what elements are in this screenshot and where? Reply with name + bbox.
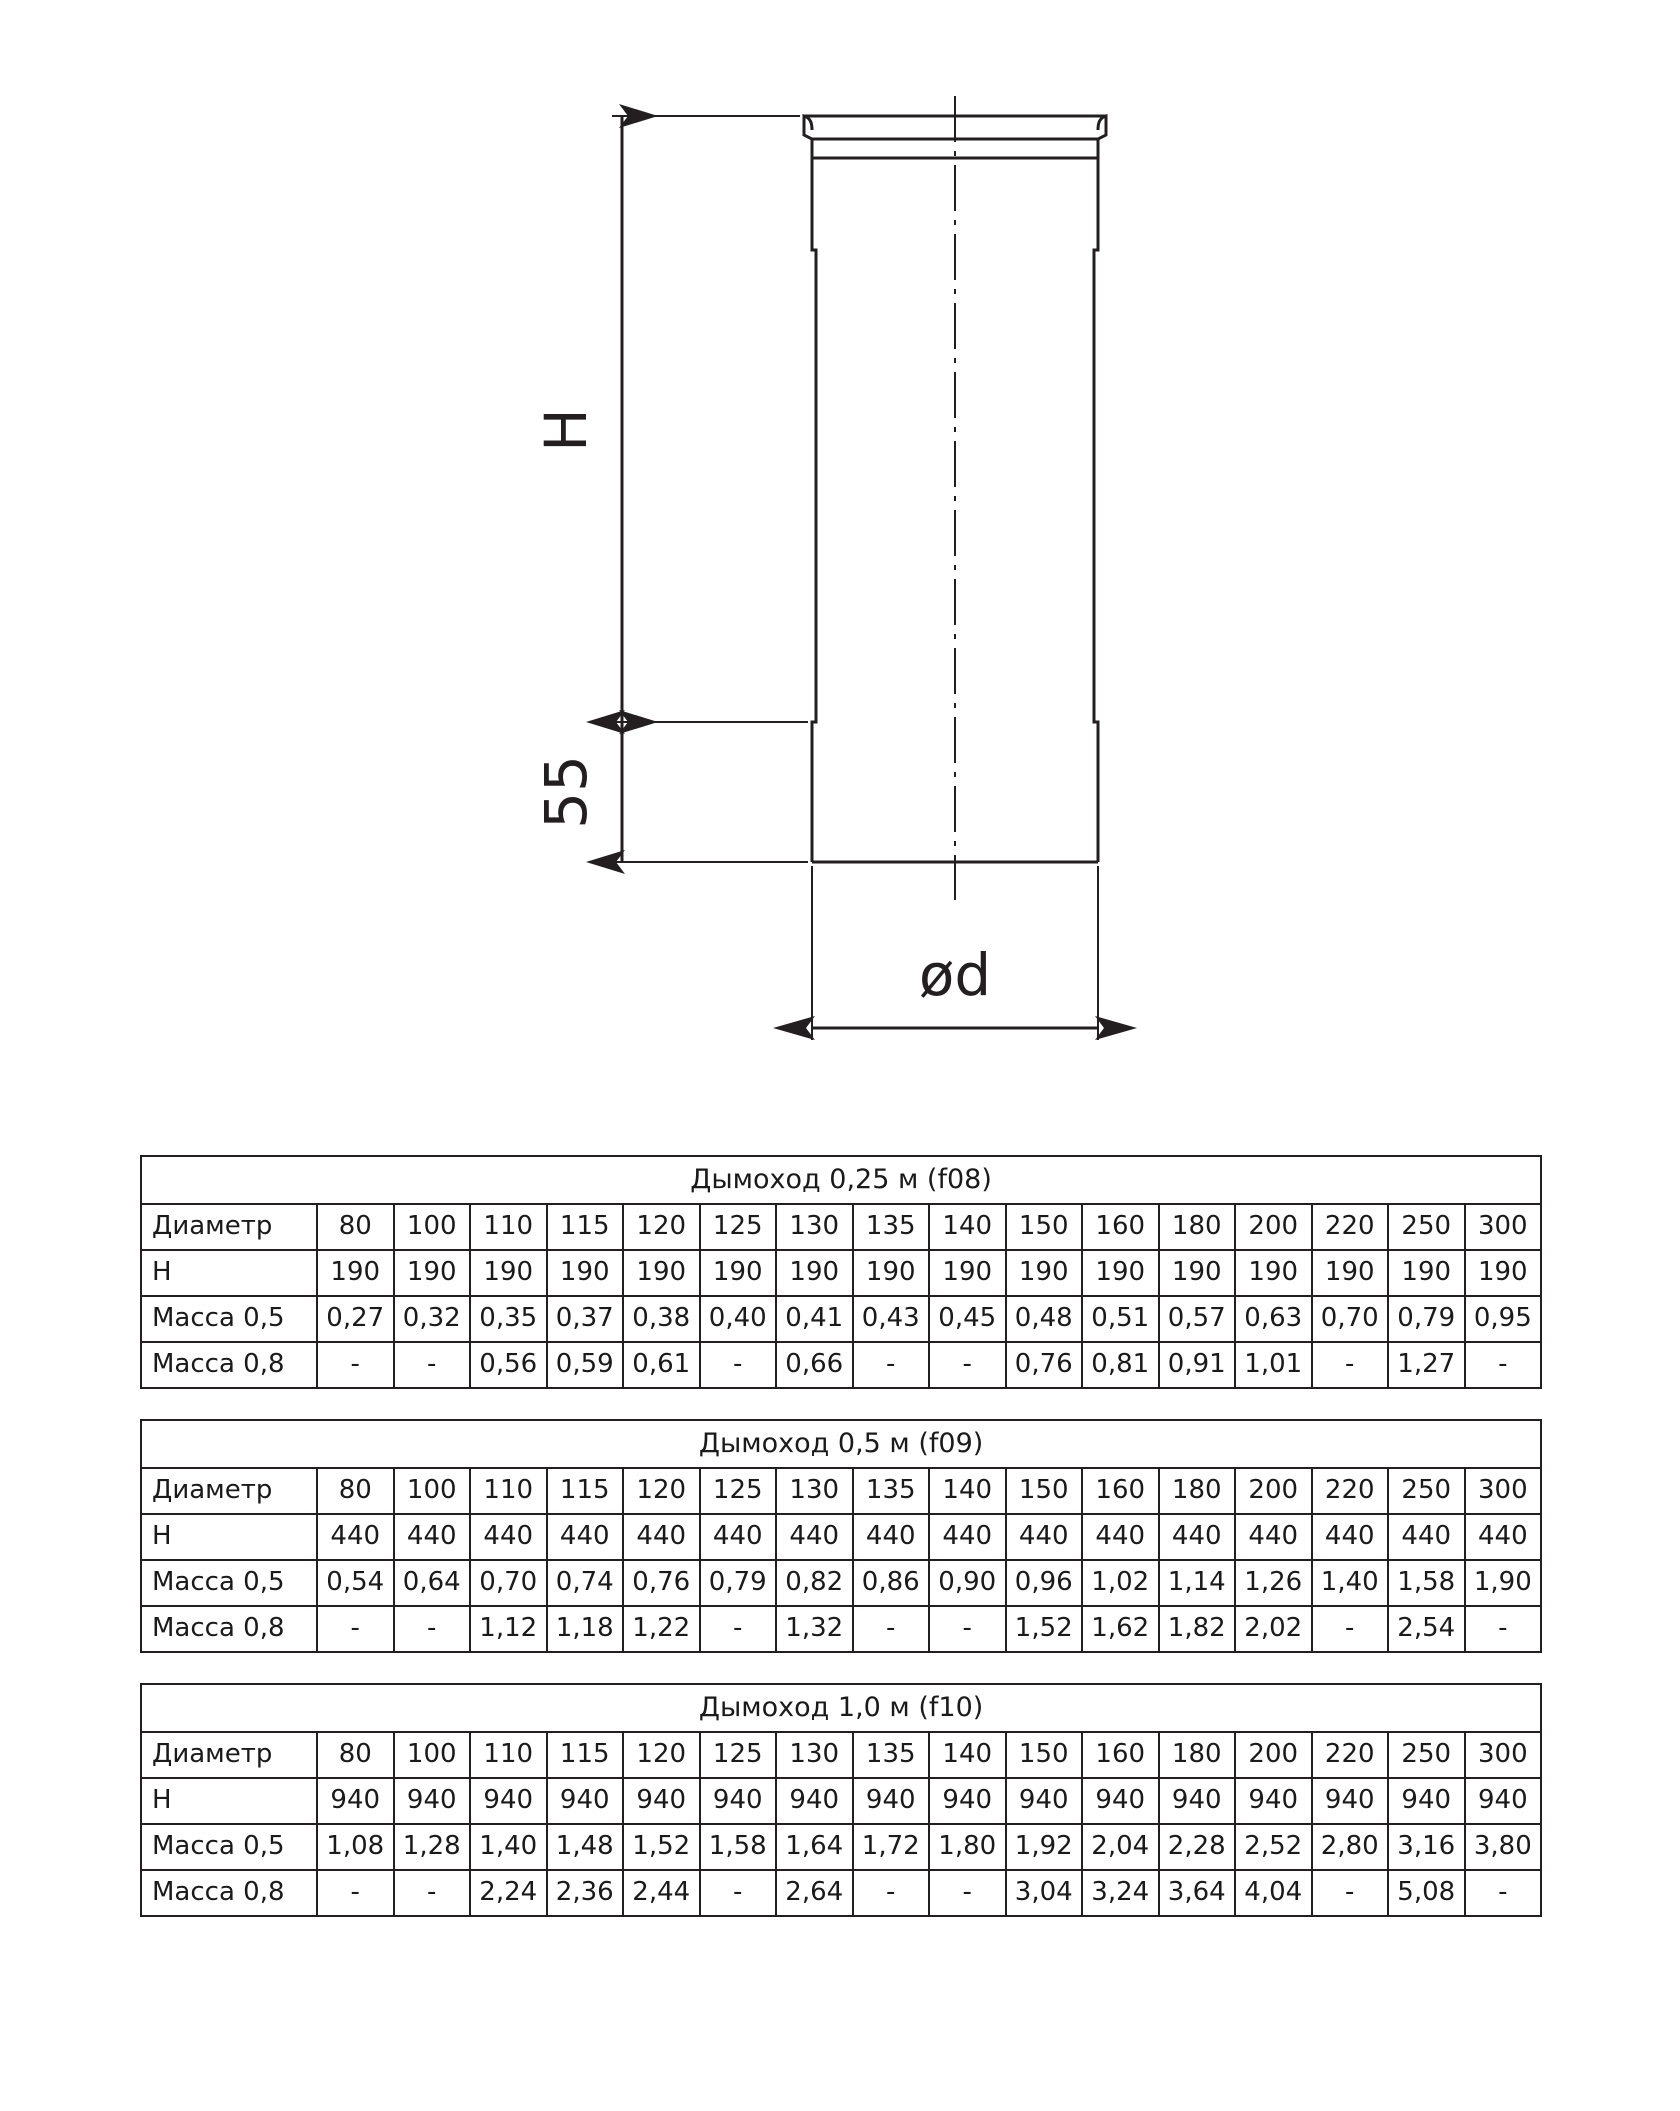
cell: 110 <box>470 1204 547 1250</box>
cell: 190 <box>853 1250 930 1296</box>
cell: 220 <box>1312 1468 1389 1514</box>
table-title-row <box>141 1684 1541 1732</box>
spec-table-1 <box>140 1419 1542 1653</box>
cell: 440 <box>1312 1514 1389 1560</box>
cell: 2,04 <box>1082 1824 1159 1870</box>
cell: 1,32 <box>776 1606 853 1652</box>
cell: - <box>317 1342 394 1388</box>
cell: 940 <box>853 1778 930 1824</box>
cell: 440 <box>1235 1514 1312 1560</box>
cell: 0,54 <box>317 1560 394 1606</box>
cell: 190 <box>1006 1250 1083 1296</box>
cell: 1,14 <box>1159 1560 1236 1606</box>
cell: 190 <box>776 1250 853 1296</box>
table-title-row <box>141 1156 1541 1204</box>
cell: 140 <box>929 1204 1006 1250</box>
cell: 0,76 <box>1006 1342 1083 1388</box>
cell: 440 <box>547 1514 624 1560</box>
cell: 0,79 <box>1388 1296 1465 1342</box>
cell: 220 <box>1312 1732 1389 1778</box>
cell: 440 <box>1388 1514 1465 1560</box>
cell: - <box>929 1870 1006 1916</box>
cell: 200 <box>1235 1204 1312 1250</box>
cell: 940 <box>1312 1778 1389 1824</box>
table-row <box>141 1204 1541 1250</box>
cell: 135 <box>853 1732 930 1778</box>
cell: 0,86 <box>853 1560 930 1606</box>
cell: 120 <box>623 1204 700 1250</box>
cell: 190 <box>547 1250 624 1296</box>
cell: - <box>1465 1342 1542 1388</box>
table-row <box>141 1468 1541 1514</box>
cell: 80 <box>317 1468 394 1514</box>
cell: 130 <box>776 1468 853 1514</box>
cell: 1,28 <box>394 1824 471 1870</box>
row-label: H <box>141 1778 317 1824</box>
table-row <box>141 1250 1541 1296</box>
cell: 0,43 <box>853 1296 930 1342</box>
cell: 1,01 <box>1235 1342 1312 1388</box>
cell: 190 <box>929 1250 1006 1296</box>
cell: 250 <box>1388 1204 1465 1250</box>
cell: 940 <box>1006 1778 1083 1824</box>
cell: 440 <box>1159 1514 1236 1560</box>
extension-lines <box>612 116 1098 1040</box>
cell: 160 <box>1082 1468 1159 1514</box>
cell: 940 <box>317 1778 394 1824</box>
cell: 190 <box>1082 1250 1159 1296</box>
cell: 190 <box>623 1250 700 1296</box>
cell: 0,95 <box>1465 1296 1542 1342</box>
dimension-label-diameter: ød <box>918 941 992 1009</box>
cell: 3,24 <box>1082 1870 1159 1916</box>
row-label: Масса 0,5 <box>141 1296 317 1342</box>
row-label: Масса 0,8 <box>141 1606 317 1652</box>
cell: 220 <box>1312 1204 1389 1250</box>
table-row <box>141 1870 1541 1916</box>
cell: 440 <box>700 1514 777 1560</box>
row-label: Масса 0,8 <box>141 1870 317 1916</box>
cell: - <box>853 1606 930 1652</box>
cell: 4,04 <box>1235 1870 1312 1916</box>
cell: 300 <box>1465 1204 1542 1250</box>
cell: 110 <box>470 1732 547 1778</box>
cell: 135 <box>853 1468 930 1514</box>
cell: 3,16 <box>1388 1824 1465 1870</box>
cell: 2,64 <box>776 1870 853 1916</box>
cell: 190 <box>700 1250 777 1296</box>
cell: - <box>929 1342 1006 1388</box>
cell: 440 <box>317 1514 394 1560</box>
cell: - <box>317 1606 394 1652</box>
cell: 1,18 <box>547 1606 624 1652</box>
cell: 1,52 <box>1006 1606 1083 1652</box>
cell: 1,22 <box>623 1606 700 1652</box>
cell: 130 <box>776 1204 853 1250</box>
cell: 100 <box>394 1732 471 1778</box>
cell: 0,79 <box>700 1560 777 1606</box>
cell: 0,37 <box>547 1296 624 1342</box>
cell: 1,90 <box>1465 1560 1542 1606</box>
cell: 140 <box>929 1732 1006 1778</box>
table-row <box>141 1778 1541 1824</box>
cell: 1,80 <box>929 1824 1006 1870</box>
cell: 0,70 <box>1312 1296 1389 1342</box>
cell: 940 <box>1235 1778 1312 1824</box>
cell: 0,38 <box>623 1296 700 1342</box>
cell: 125 <box>700 1468 777 1514</box>
cell: 100 <box>394 1204 471 1250</box>
cell: 440 <box>853 1514 930 1560</box>
cell: 0,45 <box>929 1296 1006 1342</box>
cell: 1,02 <box>1082 1560 1159 1606</box>
cell: - <box>1465 1606 1542 1652</box>
cell: 130 <box>776 1732 853 1778</box>
cell: 1,52 <box>623 1824 700 1870</box>
cell: 125 <box>700 1732 777 1778</box>
table-title: Дымоход 0,5 м (f09) <box>141 1420 1541 1468</box>
cell: 190 <box>1312 1250 1389 1296</box>
cell: 940 <box>623 1778 700 1824</box>
cell: - <box>929 1606 1006 1652</box>
cell: 0,32 <box>394 1296 471 1342</box>
cell: 0,66 <box>776 1342 853 1388</box>
table-row <box>141 1342 1541 1388</box>
cell: 1,62 <box>1082 1606 1159 1652</box>
cell: 115 <box>547 1732 624 1778</box>
cell: - <box>317 1870 394 1916</box>
cell: - <box>1312 1606 1389 1652</box>
cell: 0,35 <box>470 1296 547 1342</box>
cell: 80 <box>317 1732 394 1778</box>
cell: 2,02 <box>1235 1606 1312 1652</box>
cell: 440 <box>776 1514 853 1560</box>
cell: 3,80 <box>1465 1824 1542 1870</box>
cell: 0,81 <box>1082 1342 1159 1388</box>
cell: - <box>394 1870 471 1916</box>
cell: 0,59 <box>547 1342 624 1388</box>
cell: 440 <box>394 1514 471 1560</box>
table-title: Дымоход 0,25 м (f08) <box>141 1156 1541 1204</box>
spec-table-block-2 <box>140 1683 1540 1917</box>
cell: 250 <box>1388 1732 1465 1778</box>
cell: 1,48 <box>547 1824 624 1870</box>
row-label: Диаметр <box>141 1204 317 1250</box>
cell: 1,64 <box>776 1824 853 1870</box>
cell: 940 <box>1465 1778 1542 1824</box>
cell: 440 <box>1082 1514 1159 1560</box>
table-row <box>141 1296 1541 1342</box>
cell: 940 <box>929 1778 1006 1824</box>
cell: 3,04 <box>1006 1870 1083 1916</box>
cell: 0,61 <box>623 1342 700 1388</box>
row-label: Диаметр <box>141 1732 317 1778</box>
spec-table-2 <box>140 1683 1542 1917</box>
cell: 190 <box>394 1250 471 1296</box>
cell: 0,82 <box>776 1560 853 1606</box>
spec-table-0 <box>140 1155 1542 1389</box>
cell: 0,90 <box>929 1560 1006 1606</box>
cell: - <box>853 1342 930 1388</box>
cell: 150 <box>1006 1468 1083 1514</box>
table-title-row <box>141 1420 1541 1468</box>
cell: 440 <box>623 1514 700 1560</box>
table-row <box>141 1514 1541 1560</box>
cell: 940 <box>470 1778 547 1824</box>
cell: - <box>700 1870 777 1916</box>
cell: 940 <box>1082 1778 1159 1824</box>
cell: 300 <box>1465 1732 1542 1778</box>
row-label: Масса 0,8 <box>141 1342 317 1388</box>
cell: 0,74 <box>547 1560 624 1606</box>
cell: 440 <box>470 1514 547 1560</box>
row-label: H <box>141 1250 317 1296</box>
cell: - <box>1465 1870 1542 1916</box>
cell: 200 <box>1235 1468 1312 1514</box>
cell: 190 <box>470 1250 547 1296</box>
cell: - <box>700 1606 777 1652</box>
cell: 1,92 <box>1006 1824 1083 1870</box>
cell: - <box>394 1342 471 1388</box>
cell: 1,82 <box>1159 1606 1236 1652</box>
cell: 300 <box>1465 1468 1542 1514</box>
cell: 0,27 <box>317 1296 394 1342</box>
cell: 110 <box>470 1468 547 1514</box>
spec-table-block-1 <box>140 1419 1540 1653</box>
dimension-label-h: H <box>532 408 600 452</box>
cell: 940 <box>700 1778 777 1824</box>
cell: 180 <box>1159 1732 1236 1778</box>
cell: 150 <box>1006 1732 1083 1778</box>
cell: 160 <box>1082 1204 1159 1250</box>
table-row <box>141 1732 1541 1778</box>
table-row <box>141 1824 1541 1870</box>
cell: 1,12 <box>470 1606 547 1652</box>
spec-table-block-0 <box>140 1155 1540 1389</box>
cell: 2,24 <box>470 1870 547 1916</box>
cell: 140 <box>929 1468 1006 1514</box>
cell: 0,91 <box>1159 1342 1236 1388</box>
cell: 940 <box>547 1778 624 1824</box>
cell: 120 <box>623 1732 700 1778</box>
row-label: Масса 0,5 <box>141 1824 317 1870</box>
dimension-label-55: 55 <box>532 755 600 829</box>
cell: 2,36 <box>547 1870 624 1916</box>
cell: 80 <box>317 1204 394 1250</box>
row-label: Диаметр <box>141 1468 317 1514</box>
cell: 190 <box>1465 1250 1542 1296</box>
cell: - <box>700 1342 777 1388</box>
cell: 440 <box>929 1514 1006 1560</box>
cell: 100 <box>394 1468 471 1514</box>
cell: 2,44 <box>623 1870 700 1916</box>
table-row <box>141 1560 1541 1606</box>
cell: 2,80 <box>1312 1824 1389 1870</box>
cell: 0,76 <box>623 1560 700 1606</box>
cell: 0,41 <box>776 1296 853 1342</box>
cell: 190 <box>1159 1250 1236 1296</box>
cell: 440 <box>1006 1514 1083 1560</box>
cell: 2,52 <box>1235 1824 1312 1870</box>
cell: 940 <box>1388 1778 1465 1824</box>
cell: 180 <box>1159 1468 1236 1514</box>
cell: 0,70 <box>470 1560 547 1606</box>
cell: - <box>394 1606 471 1652</box>
cell: 0,40 <box>700 1296 777 1342</box>
cell: 1,58 <box>700 1824 777 1870</box>
cell: - <box>1312 1342 1389 1388</box>
cell: 0,57 <box>1159 1296 1236 1342</box>
cell: 190 <box>1235 1250 1312 1296</box>
cell: 2,54 <box>1388 1606 1465 1652</box>
cell: 1,27 <box>1388 1342 1465 1388</box>
cell: 1,58 <box>1388 1560 1465 1606</box>
cell: 940 <box>776 1778 853 1824</box>
cell: 1,08 <box>317 1824 394 1870</box>
cell: 150 <box>1006 1204 1083 1250</box>
cell: - <box>853 1870 930 1916</box>
cell: 1,26 <box>1235 1560 1312 1606</box>
cell: 1,72 <box>853 1824 930 1870</box>
cell: 250 <box>1388 1468 1465 1514</box>
cell: 1,40 <box>1312 1560 1389 1606</box>
cell: 940 <box>394 1778 471 1824</box>
cell: 0,48 <box>1006 1296 1083 1342</box>
cell: 180 <box>1159 1204 1236 1250</box>
cell: 940 <box>1159 1778 1236 1824</box>
cell: 200 <box>1235 1732 1312 1778</box>
cell: 160 <box>1082 1732 1159 1778</box>
cell: 0,64 <box>394 1560 471 1606</box>
row-label: Масса 0,5 <box>141 1560 317 1606</box>
row-label: H <box>141 1514 317 1560</box>
cell: 115 <box>547 1204 624 1250</box>
cell: 190 <box>1388 1250 1465 1296</box>
cell: 3,64 <box>1159 1870 1236 1916</box>
cell: 125 <box>700 1204 777 1250</box>
cell: 135 <box>853 1204 930 1250</box>
cell: 0,51 <box>1082 1296 1159 1342</box>
cell: 5,08 <box>1388 1870 1465 1916</box>
cell: 190 <box>317 1250 394 1296</box>
table-row <box>141 1606 1541 1652</box>
cell: 0,63 <box>1235 1296 1312 1342</box>
spec-tables <box>140 1155 1540 1947</box>
cell: 440 <box>1465 1514 1542 1560</box>
cell: 120 <box>623 1468 700 1514</box>
cell: 0,96 <box>1006 1560 1083 1606</box>
cell: 1,40 <box>470 1824 547 1870</box>
cell: 2,28 <box>1159 1824 1236 1870</box>
cell: 115 <box>547 1468 624 1514</box>
table-title: Дымоход 1,0 м (f10) <box>141 1684 1541 1732</box>
cell: - <box>1312 1870 1389 1916</box>
cell: 0,56 <box>470 1342 547 1388</box>
